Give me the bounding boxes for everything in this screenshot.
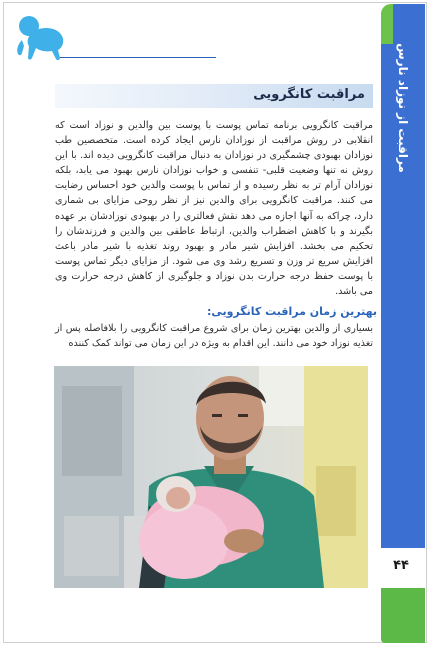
subsection-paragraph: بسیاری از والدین بهترین زمان برای شروع مراقبت کانگرویی را بلافاصله پس از تغذیه نوزاد خود می دانند. این اقدام به ویژه در این زمان می تواند کمک کننده bbox=[55, 323, 373, 350]
chapter-title-text: مراقبت از نوزاد نارس bbox=[396, 43, 410, 173]
section-title: مراقبت کانگرویی bbox=[253, 87, 365, 102]
subsection-heading: بهترین زمان مراقبت کانگرویی: bbox=[206, 305, 377, 318]
body-paragraph: مراقبت کانگرویی برنامه تماس پوست با پوست بین والدین و نوزاد است که انقلابی در روش مراقبت از نوزادان نارس ایجاد کرده است. متخصصین طب نوزادان بهبودی چشمگیری در نوزادان به دنبال مراقبت کانگرویی دیده اند. با این روش نه تنها وضعیت قلبی- تنفسی و خواب نوزادان نارس بهبود می یابد، بلکه نوزادان آرام تر به نظر رسیده و از تماس با پوست والدین خود احساس رضایت می کنند. مراقبت کانگرویی برای والدین نیز از نظر روحی مزایای بی شماری دارد، چراکه به آنها اجازه می دهد نقش فعالتری را در بهبودی نوزادشان بر عهده بگیرند و با کاهش اضطراب والدین، ارتباط عاطفی بین والدین و فرزندشان را تحکیم می بخشد. افزایش شیر مادر و بهبود روند تغذیه با شیر مادر باعث افزایش سریع تر وزن و تسریع رشد وی می شود. از مزایای دیگر تماس پوست با پوست حفظ درجه حرارت بدن نوزاد و جلوگیری از کاهش درجه حرارت وی می باشد. bbox=[55, 120, 373, 298]
page-number: ۴۴ bbox=[393, 558, 409, 573]
section-header bbox=[55, 84, 373, 108]
kangaroo-care-photo bbox=[54, 366, 368, 588]
crawling-baby-icon bbox=[12, 14, 72, 62]
chapter-title-vertical bbox=[381, 18, 425, 198]
header-rule bbox=[60, 57, 216, 58]
footer-green-block bbox=[381, 588, 425, 643]
